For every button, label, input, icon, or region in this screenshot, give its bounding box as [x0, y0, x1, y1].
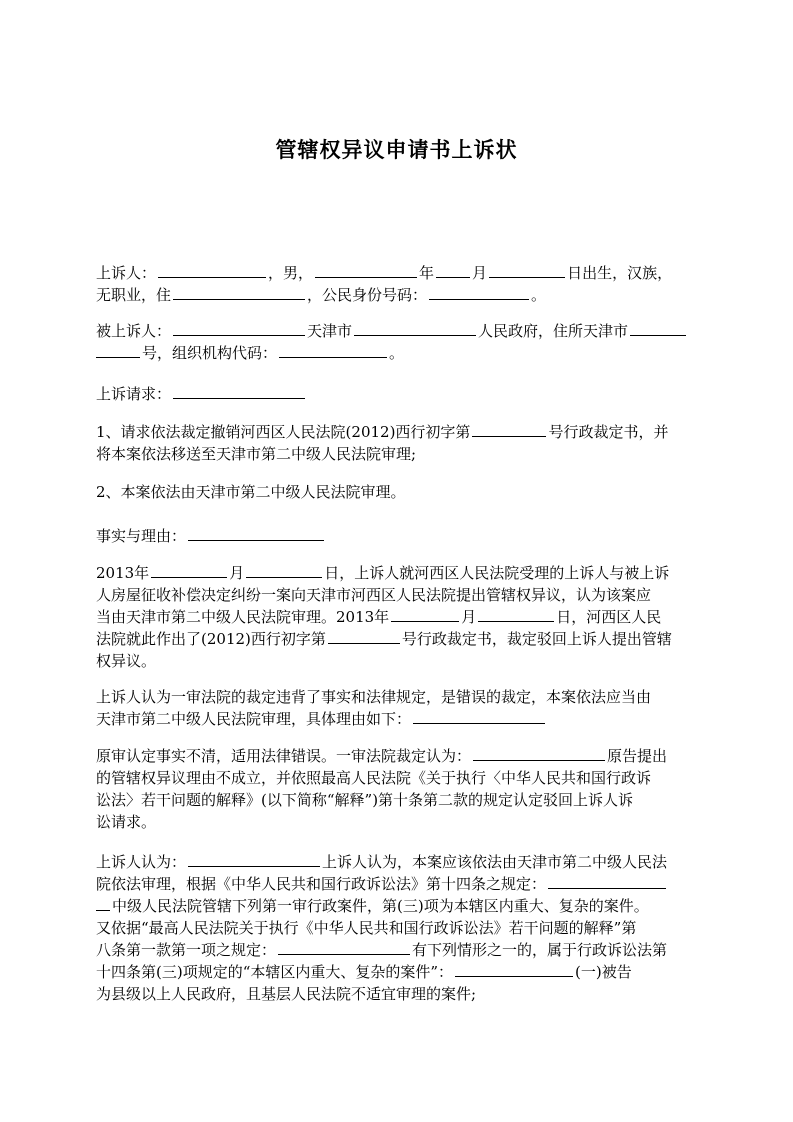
birth-day-blank: [489, 262, 565, 278]
reasons-blank: [413, 708, 545, 724]
request-1-text-b: 号行政裁定书，并: [548, 423, 669, 441]
residence-label: 无职业，住: [96, 286, 172, 304]
facts-3-line-1a: 原审认定事实不清，适用法律错误。一审法院裁定认为：: [96, 747, 472, 765]
request-heading: [96, 383, 706, 405]
month-text: 月: [472, 264, 488, 282]
facts-paragraph-4: [96, 851, 706, 1005]
address-blank-2: [96, 342, 140, 358]
document-title: 管辖权异议申请书上诉状: [275, 138, 518, 162]
appellant-label: 上诉人：: [96, 264, 157, 282]
facts-4-line-4: 又依据“最高人民法院关于执行《中华人民共和国行政诉讼法》若干问题的解释”第: [96, 919, 637, 937]
major-case-blank: [455, 961, 573, 977]
month-blank-2: [391, 606, 459, 622]
facts-heading-text: 事实与理由：: [96, 527, 187, 545]
facts-blank: [188, 525, 324, 541]
facts-4-line-2: 院依法审理，根据《中华人民共和国行政诉讼法》第十四条之规定：: [96, 875, 547, 893]
appellant-paragraph: [96, 262, 706, 306]
facts-3-line-3: 讼法〉若干问题的解释》(以下简称“解释”)第十条第二款的规定认定驳回上诉人诉: [96, 791, 634, 809]
period-text: 。: [531, 286, 547, 304]
ruling-number-blank: [472, 421, 546, 437]
facts-4-line-1a: 上诉人认为：: [96, 853, 187, 871]
month-blank: [151, 562, 227, 578]
day-blank: [246, 562, 322, 578]
org-code-blank: [279, 342, 387, 358]
request-item-2: 2、本案依法由天津市第二中级人民法院审理。: [96, 483, 406, 501]
facts-1-line-3c: 日，河西区人民: [556, 608, 662, 626]
gender-text: ，男，: [268, 264, 314, 282]
appellant-name-blank: [158, 262, 266, 278]
year-text: 年: [419, 264, 435, 282]
facts-4-line-3: 中级人民法院管辖下列第一审行政案件，第(三)项为本辖区内重大、复杂的案件。: [112, 897, 649, 915]
facts-paragraph-2: [96, 686, 706, 730]
appellee-name-blank: [173, 320, 305, 336]
appellee-label: 被上诉人：: [96, 322, 172, 340]
birth-month-blank: [436, 262, 470, 278]
facts-paragraph-3: [96, 745, 706, 833]
court-view-blank: [473, 745, 605, 761]
article-14-blank-2: [96, 895, 110, 911]
facts-1-line-4b: 号行政裁定书，裁定驳回上诉人提出管辖: [401, 630, 672, 648]
request-blank: [173, 383, 305, 399]
org-code-label: 号，组织机构代码：: [142, 344, 278, 362]
request-1-text: 1、请求依法裁定撤销河西区人民法院(2012)西行初字第: [96, 423, 471, 441]
appellee-paragraph: [96, 320, 706, 364]
request-heading-text: 上诉请求：: [96, 385, 172, 403]
id-number-blank: [429, 284, 529, 300]
facts-4-line-6a: 十四条第(三)项规定的“本辖区内重大、复杂的案件”：: [96, 963, 454, 981]
id-number-label: ，公民身份号码：: [307, 286, 428, 304]
facts-4-line-1b: 上诉人认为，本案应该依法由天津市第二中级人民法: [322, 853, 668, 871]
facts-4-line-5a: 八条第一款第一项之规定：: [96, 941, 277, 959]
facts-1-line-4a: 法院就此作出了(2012)西行初字第: [96, 630, 326, 648]
article-8-blank: [278, 939, 410, 955]
facts-1-line-3a: 当由天津市第二中级人民法院审理。2013年: [96, 608, 390, 626]
period-text: 。: [389, 344, 405, 362]
facts-1-line-5: 权异议。: [96, 652, 157, 670]
facts-4-line-5b: 有下列情形之一的，属于行政诉讼法第: [412, 941, 668, 959]
facts-2-line-1: 上诉人认为一审法院的裁定违背了事实和法律规定，是错误的裁定，本案依法应当由: [96, 688, 652, 706]
facts-1-line-2: 人房屋征收补偿决定纠纷一案向天津市河西区人民法院提出管辖权异议，认为该案应: [96, 586, 652, 604]
day-blank-2: [478, 606, 554, 622]
birth-ethnicity-text: 日出生，汉族，: [567, 264, 673, 282]
month-text: 月: [461, 608, 477, 626]
facts-3-line-1b: 原告提出: [607, 747, 668, 765]
address-blank-1: [630, 320, 686, 336]
facts-4-line-7: 为县级以上人民政府，且基层人民法院不适宜审理的案件;: [96, 985, 477, 1003]
facts-4-line-6b: (一)被告: [575, 963, 632, 981]
facts-paragraph-1: [96, 562, 706, 672]
request-item-1: [96, 421, 706, 465]
facts-heading: [96, 525, 706, 547]
month-text: 月: [229, 564, 245, 582]
residence-blank: [173, 284, 305, 300]
facts-1-year: 2013年: [96, 564, 150, 582]
birth-year-blank: [315, 262, 417, 278]
facts-3-line-2: 的管辖权异议理由不成立，并依照最高人民法院《关于执行〈中华人民共和国行政诉: [96, 769, 652, 787]
ruling-number-blank-2: [328, 628, 400, 644]
government-address-text: 人民政府，住所天津市: [478, 322, 629, 340]
request-1-line-2: 将本案依法移送至天津市第二中级人民法院审理;: [96, 445, 417, 463]
article-14-blank: [548, 873, 666, 889]
tianjin-text: 天津市: [307, 322, 353, 340]
facts-3-line-4: 讼请求。: [96, 813, 157, 831]
appellant-view-blank: [188, 851, 320, 867]
facts-1-text: 日，上诉人就河西区人民法院受理的上诉人与被上诉: [324, 564, 670, 582]
district-blank: [354, 320, 476, 336]
facts-2-line-2a: 天津市第二中级人民法院审理，具体理由如下：: [96, 710, 412, 728]
